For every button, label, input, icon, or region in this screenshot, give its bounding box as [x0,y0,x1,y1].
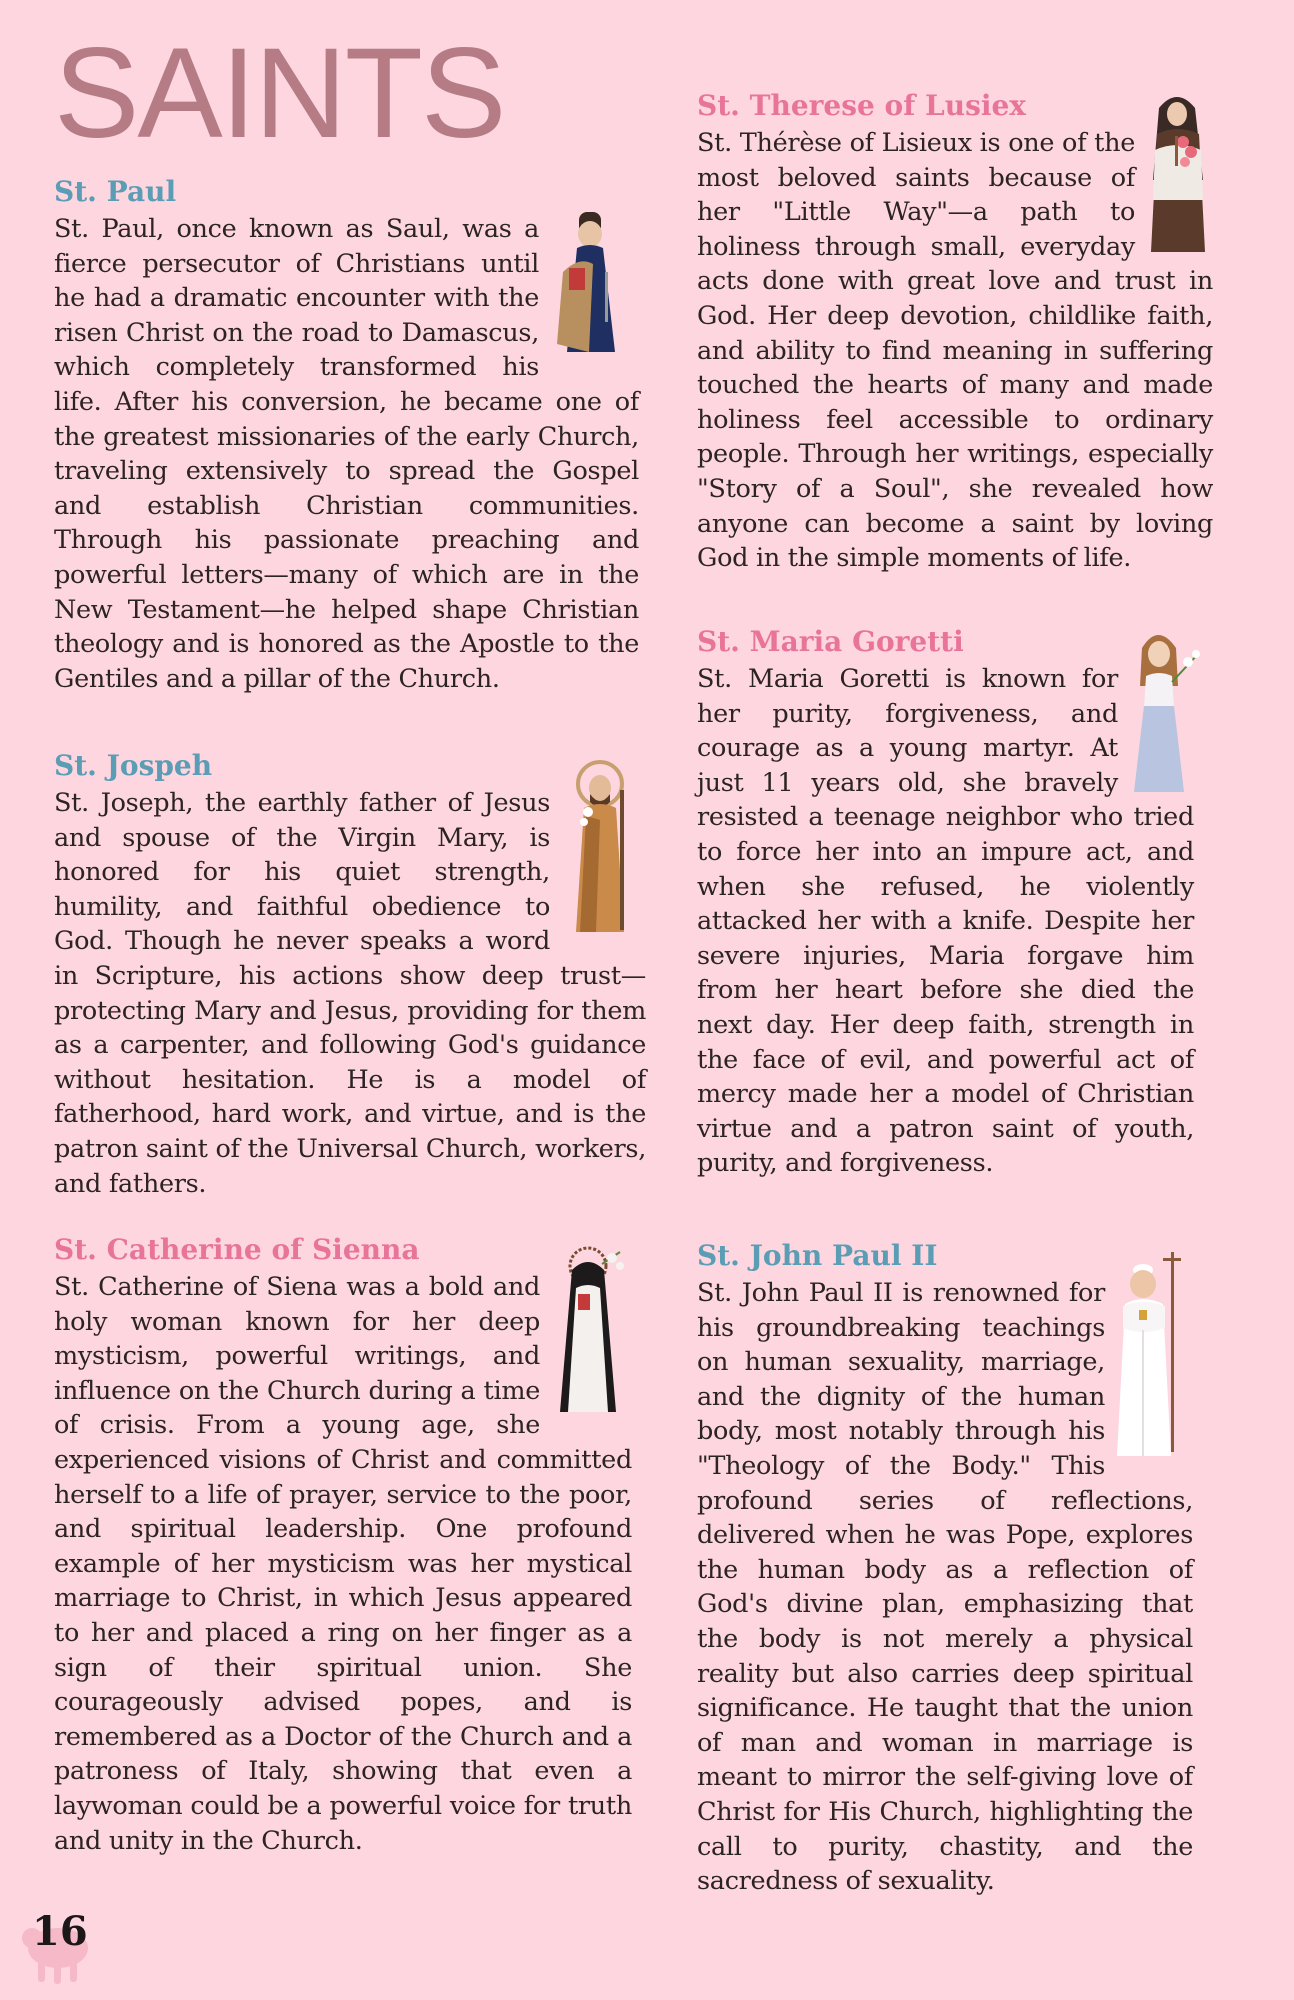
page-number [30,1908,100,1988]
st-john-paul-ii-illustration [1115,1250,1199,1460]
saint-bio: St. Joseph, the earthly father of Jesus and spouse of the Virgin Mary, is honored for his quiet strength, humility, and faithful obedience to God. Though he never speaks a word in Scripture, his actions show deep trust—protecting Mary and Jesus, providing for them as a carpenter, and following God's guidance without hesitation. He is a model of fatherhood, hard work, and virtue, and is the patron saint of the Universal Church, workers, and fathers. [54,788,646,1199]
st-paul-illustration [549,212,629,357]
saint-bio: St. Catherine of Siena was a bold and holy woman known for her deep mysticism, powerful writings, and influence on the Church during a time of crisis. From a young age, she experienced visions of Christ and committed herself to a life of prayer, service to the poor, and spiritual leadership. One profound example of her mysticism was her mystical marriage to Christ, in which Jesus appeared to her and placed a ring on her finger as a sign of their spiritual union. She courageously advised popes, and is remembered as a Doctor of the Church and a patroness of Italy, showing that even a laywoman could be a powerful voice for truth and unity in the Church. [54,1272,632,1856]
st-maria-goretti-illustration [1128,626,1204,796]
saint-heading: St. Paul [54,175,177,208]
saint-heading: St. Therese of Lusiex [697,89,1026,122]
saint-section-joseph [54,748,646,1201]
saint-section-paul [54,174,639,696]
st-therese-illustration [1145,90,1213,255]
saint-bio: St. Paul, once known as Saul, was a fierce persecutor of Christians until he had a dramatic encounter with the risen Christ on the road to Damascus, which completely transformed his life. After his conversion, he became one of the greatest missionaries of the early Church, traveling extensively to spread the Gospel and establish Christian communities. Through his passionate preaching and powerful letters—many of which are in the New Testament—he helped shape Christian theology and is honored as the Apostle to the Gentiles and a pillar of the Church. [54,214,639,694]
st-joseph-illustration [560,760,646,935]
st-catherine-illustration [550,1244,632,1414]
saint-heading: St. John Paul II [697,1239,938,1272]
saint-section-maria-goretti [697,624,1194,1181]
saint-bio: St. Thérèse of Lisieux is one of the most beloved saints because of her "Little Way"—a path to holiness through small, everyday acts done with great love and trust in God. Her deep devotion, childlike faith, and ability to find meaning in suffering touched the hearts of many and made holiness feel accessible to ordinary people. Through her writings, especially "Story of a Soul", she revealed how anyone can become a saint by loving God in the simple moments of life. [697,128,1213,574]
saint-bio: St. Maria Goretti is known for her purity, forgiveness, and courage as a young martyr. At just 11 years old, she bravely resisted a teenage neighbor who tried to force her into an impure act, and when she refused, he violently attacked her with a knife. Despite her severe injuries, Maria forgave him from her heart before she died the next day. Her deep faith, strength in the face of evil, and powerful act of mercy made her a model of Christian virtue and a patron saint of youth, purity, and forgiveness. [697,664,1194,1179]
saint-heading: St. Jospeh [54,749,213,782]
saint-bio: St. John Paul II is renowned for his groundbreaking teachings on human sexuality, marriage, and the dignity of the human body, most notably through his "Theology of the Body." This profound series of reflections, delivered when he was Pope, explores the human body as a reflection of God's divine plan, emphasizing that the body is not merely a physical reality but also carries deep spiritual significance. He taught that the union of man and woman in marriage is meant to mirror the self-giving love of Christ for His Church, highlighting the call to purity, chastity, and the sacredness of sexuality. [697,1278,1193,1897]
page-title: SAINTS [54,22,505,165]
saint-heading: St. Maria Goretti [697,625,964,658]
saint-section-therese [697,88,1213,576]
saint-section-catherine [54,1232,632,1858]
saint-heading: St. Catherine of Sienna [54,1233,420,1266]
saint-section-john-paul-ii [697,1238,1193,1899]
page-number-text: 16 [32,1908,88,1955]
